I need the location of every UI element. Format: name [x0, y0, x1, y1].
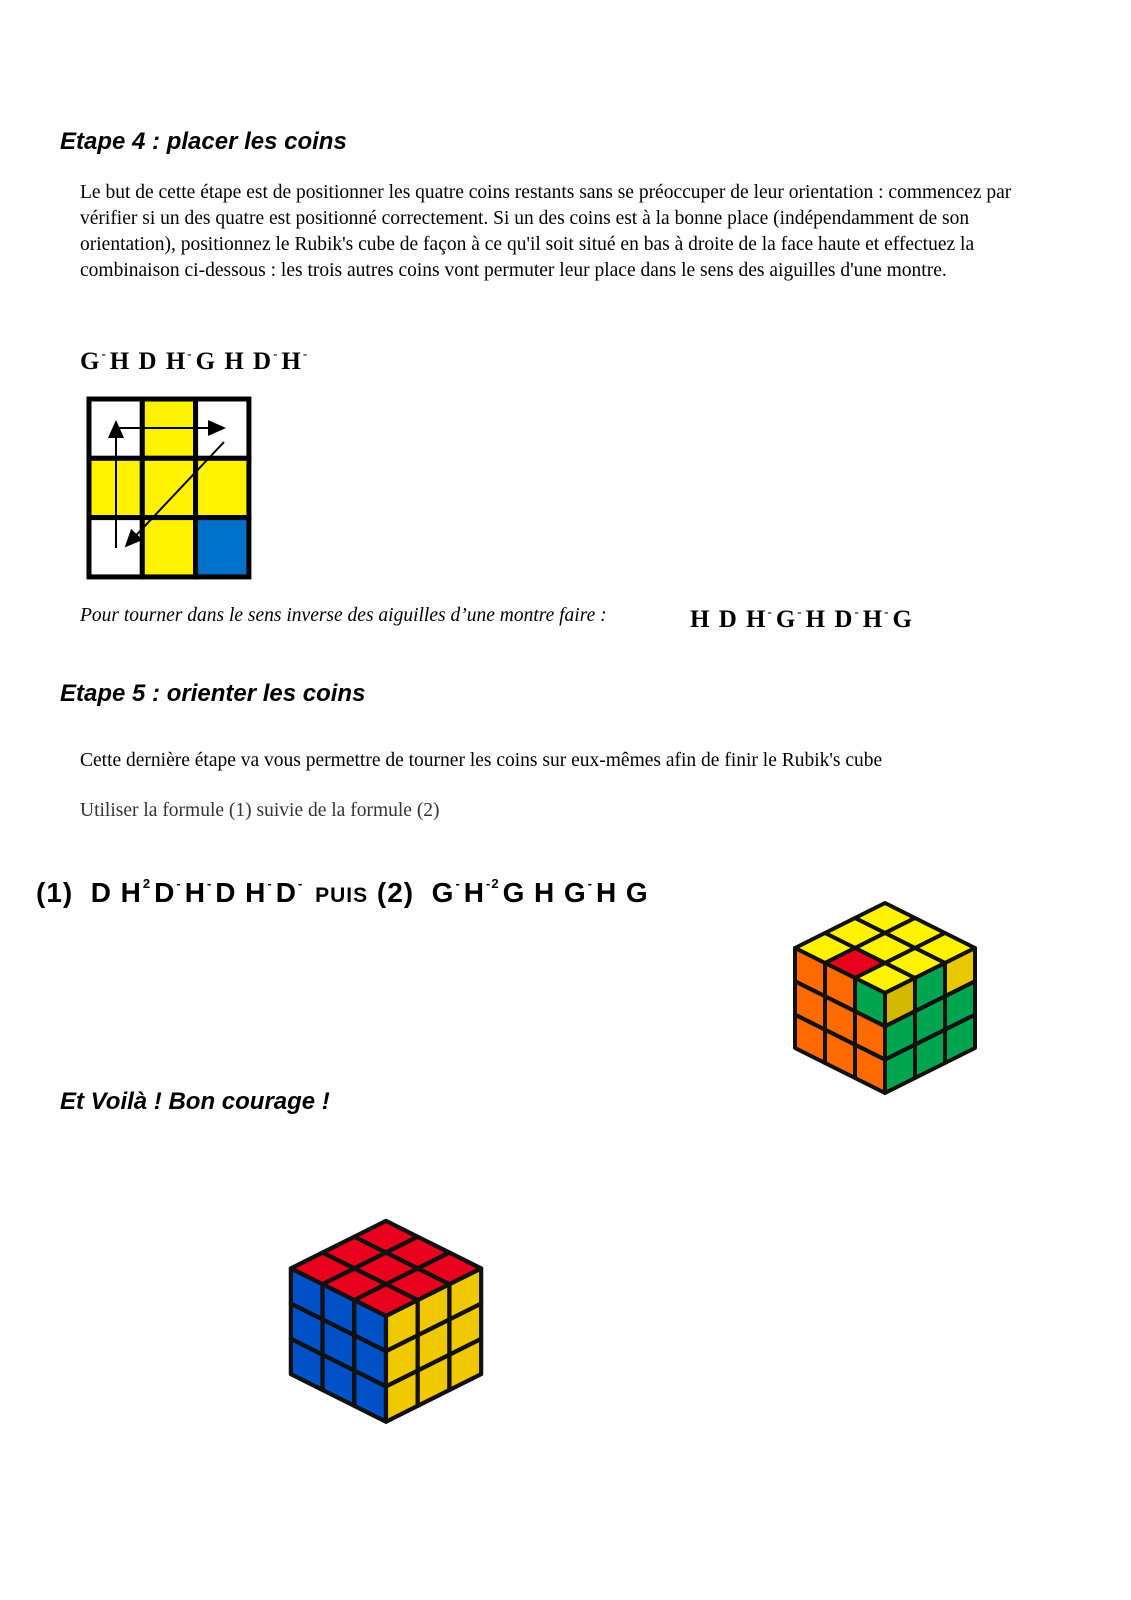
- move: $H^2$: [120, 876, 152, 908]
- move: G: [625, 877, 649, 908]
- move: H: [224, 348, 245, 375]
- move: D-: [253, 346, 279, 375]
- closing-title: Et Voilà ! Bon courage !: [60, 1088, 330, 1115]
- move: H: [805, 606, 827, 633]
- move: G-: [431, 876, 461, 908]
- move: H-: [165, 346, 193, 375]
- move: D: [90, 877, 113, 908]
- formula2: [432, 877, 658, 908]
- top-face-diagram: [86, 396, 252, 580]
- move: G-: [775, 604, 803, 633]
- rubiks-cube-step5: [785, 888, 985, 1098]
- move: H-: [281, 346, 309, 375]
- move: H: [690, 606, 711, 633]
- move: G: [892, 606, 913, 633]
- move: H: [109, 348, 131, 375]
- grid-cell: [196, 458, 249, 517]
- move: $H^{-2}$: [463, 876, 500, 908]
- move: G: [502, 877, 526, 908]
- formula1-label: (1): [36, 877, 74, 908]
- move: G-: [80, 346, 107, 375]
- grid-cell: [142, 458, 195, 517]
- formula2-label: (2): [376, 877, 415, 908]
- move: H-: [184, 876, 213, 908]
- step4-formula: [80, 346, 311, 376]
- move: D: [718, 606, 738, 633]
- step5-title: Etape 5 : orienter les coins: [60, 680, 366, 707]
- step4-title: Etape 4 : placer les coins: [60, 128, 347, 155]
- move: D: [215, 877, 237, 908]
- move: H-: [746, 604, 773, 633]
- move: D: [138, 348, 158, 375]
- inverse-formula: [690, 604, 921, 634]
- move: G-: [563, 876, 593, 908]
- rubiks-cube-solved: [280, 1205, 492, 1427]
- step5-formulas: [36, 876, 657, 909]
- move: H: [595, 877, 618, 908]
- step5-paragraph-1: Cette dernière étape va vous permettre de tourner les coins sur eux-mêmes afin de finir le Rubik's cube: [80, 750, 883, 771]
- step5-paragraph-2: Utiliser la formule (1) suivie de la formule (2): [80, 800, 440, 821]
- move: G: [195, 348, 217, 375]
- move: D-: [154, 876, 182, 908]
- formula1: [91, 877, 307, 908]
- puis-label: PUIS: [315, 884, 369, 907]
- move: H-: [245, 876, 273, 908]
- step4-paragraph: Le but de cette étape est de positionner les quatre coins restants sans se préoccuper de leur orientation : commencez par vérifier si un des quatre est positionné correctement. Si un des coins est à la bonne place (indépendamment de son orientation), positionnez le Rubik's cube de façon à ce qu'il soit situé en bas à droite de la face haute et effectuez la combinaison ci-dessous : les trois autres coins vont permuter leur place dans le sens des aiguilles d'une montre.: [80, 182, 1012, 281]
- grid-cell: [196, 518, 249, 577]
- inverse-note: Pour tourner dans le sens inverse des aiguilles d’une montre faire :: [80, 605, 607, 626]
- move: D-: [834, 604, 860, 633]
- move: H: [534, 877, 556, 908]
- move: D-: [275, 876, 304, 908]
- move: H-: [862, 604, 890, 633]
- grid-cell: [142, 518, 195, 577]
